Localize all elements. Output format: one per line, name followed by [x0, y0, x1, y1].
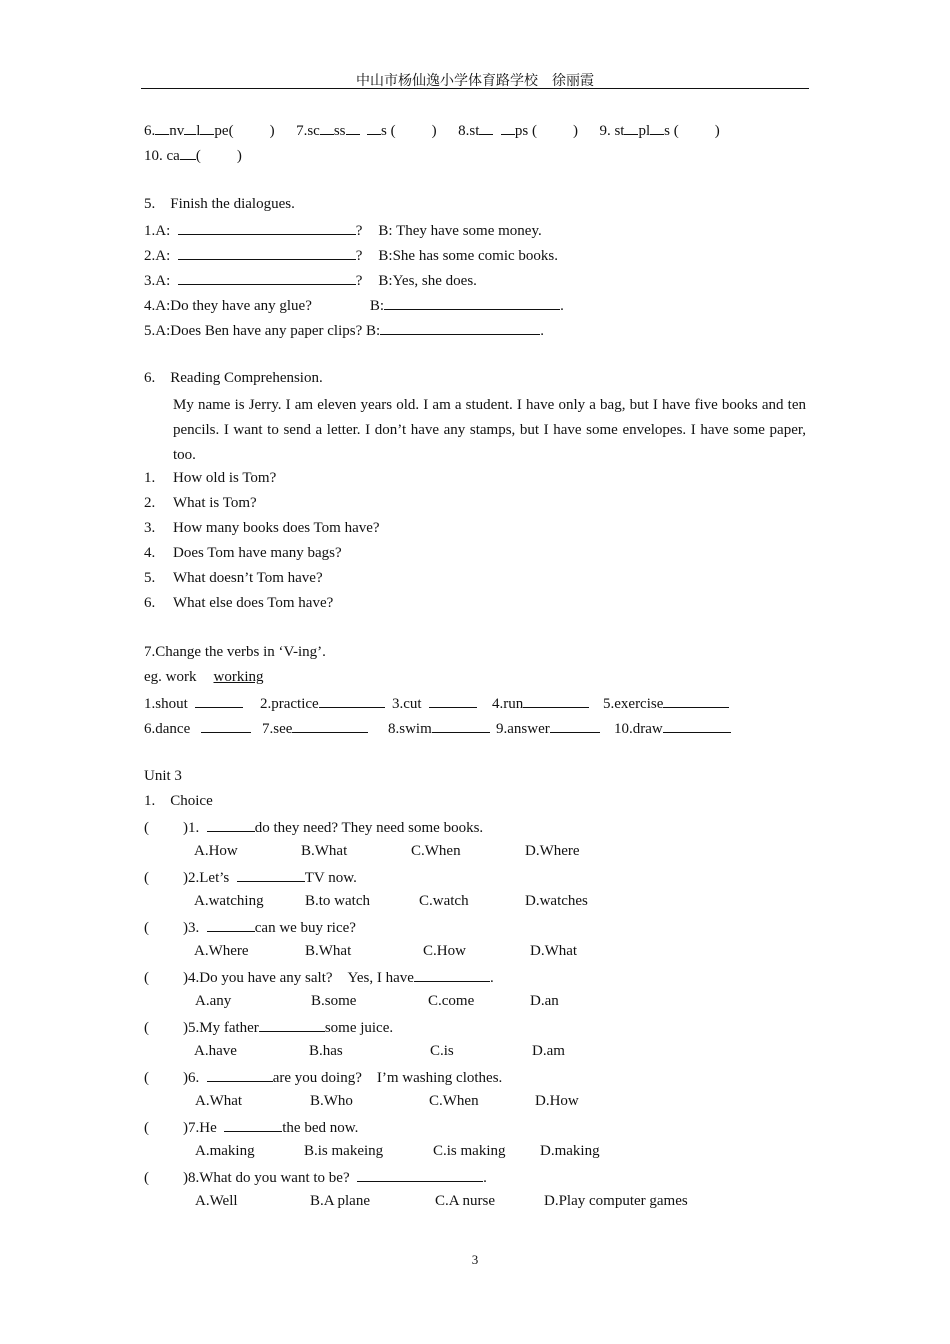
verb-draw: 10.draw: [614, 718, 731, 738]
blank[interactable]: [180, 145, 196, 160]
answer-blank[interactable]: [663, 718, 731, 733]
answer-blank[interactable]: [201, 718, 251, 733]
choice-question-6: ( )6. are you doing? I’m washing clothes.: [144, 1067, 502, 1087]
choice-question-7: ( )7.He the bed now.: [144, 1117, 358, 1137]
answer-blank[interactable]: [663, 693, 729, 708]
option-c[interactable]: C.How: [423, 943, 466, 959]
option-d[interactable]: D.am: [532, 1043, 565, 1059]
dialogue-2: 2.A: ? B:She has some comic books.: [144, 245, 558, 265]
answer-blank[interactable]: [224, 1117, 282, 1132]
option-a[interactable]: A.any: [195, 993, 232, 1009]
option-a[interactable]: A.How: [194, 843, 238, 859]
option-d[interactable]: D.making: [540, 1143, 600, 1159]
choice-question-1: ( )1. do they need? They need some books.: [144, 817, 483, 837]
reading-passage: My name is Jerry. I am eleven years old. I am a student. I have only a bag, but I have five books and ten pencils. I want to send a letter. I don’t have any stamps, but I have some envelopes. I have some paper, too.: [173, 397, 806, 463]
blank[interactable]: [367, 120, 381, 135]
verb-shout: 1.shout: [144, 693, 243, 713]
answer-blank[interactable]: [384, 295, 560, 310]
blank[interactable]: [624, 120, 638, 135]
option-d[interactable]: D.Where: [525, 843, 580, 859]
option-b[interactable]: B.What: [305, 943, 352, 959]
answer-blank[interactable]: [178, 270, 356, 285]
verbs-example: eg. work working: [144, 669, 264, 685]
verb-practice: 2.practice: [260, 693, 385, 713]
choice-question-8: ( )8.What do you want to be? .: [144, 1167, 487, 1187]
answer-blank[interactable]: [178, 245, 356, 260]
verb-run: 4.run: [492, 693, 589, 713]
reading-question-1: 1. How old is Tom?: [144, 470, 277, 486]
answer-blank[interactable]: [292, 718, 368, 733]
blank[interactable]: [155, 120, 169, 135]
answer-blank[interactable]: [178, 220, 356, 235]
answer-blank[interactable]: [207, 817, 255, 832]
option-a[interactable]: A.watching: [194, 893, 264, 909]
dialogue-4: 4.A:Do they have any glue? B: .: [144, 295, 564, 315]
option-d[interactable]: D.How: [535, 1093, 579, 1109]
option-c[interactable]: C.is making: [433, 1143, 506, 1159]
answer-blank[interactable]: [523, 693, 589, 708]
option-b[interactable]: B.Who: [310, 1093, 353, 1109]
option-c[interactable]: C.When: [411, 843, 461, 859]
option-b[interactable]: B.A plane: [310, 1193, 370, 1209]
blank[interactable]: [346, 120, 360, 135]
verb-swim: 8.swim: [388, 718, 490, 738]
choice-question-3: ( )3. can we buy rice?: [144, 917, 356, 937]
answer-blank[interactable]: [319, 693, 385, 708]
blank[interactable]: [501, 120, 515, 135]
option-b[interactable]: B.some: [311, 993, 357, 1009]
reading-question-5: 5. What doesn’t Tom have?: [144, 570, 323, 586]
dialogues-title: 5. Finish the dialogues.: [144, 196, 295, 212]
option-a[interactable]: A.What: [195, 1093, 243, 1109]
answer-blank[interactable]: [207, 917, 255, 932]
option-c[interactable]: C.When: [429, 1093, 479, 1109]
option-a[interactable]: A.Where: [194, 943, 249, 959]
option-a[interactable]: A.have: [194, 1043, 237, 1059]
spelling-6: 6. nv l pe( ): [144, 123, 275, 139]
unit-title: Unit 3: [144, 768, 182, 784]
dialogue-3: 3.A: ? B:Yes, she does.: [144, 270, 477, 290]
answer-blank[interactable]: [429, 693, 477, 708]
verb-answer: 9.answer: [496, 718, 600, 738]
verb-dance: 6.dance: [144, 718, 251, 738]
verb-see: 7.see: [262, 718, 368, 738]
reading-question-3: 3. How many books does Tom have?: [144, 520, 380, 536]
spelling-row-1: [144, 120, 720, 140]
spelling-9: 9. st pl s ( ): [599, 123, 719, 139]
option-b[interactable]: B.to watch: [305, 893, 370, 909]
reading-title: 6. Reading Comprehension.: [144, 370, 323, 386]
option-a[interactable]: A.Well: [195, 1193, 238, 1209]
page-number: 3: [471, 1252, 479, 1267]
verbs-title: 7.Change the verbs in ‘V-ing’.: [144, 644, 326, 660]
option-c[interactable]: C.come: [428, 993, 475, 1009]
blank[interactable]: [479, 120, 493, 135]
choice-question-2: ( )2.Let’s TV now.: [144, 867, 357, 887]
answer-blank[interactable]: [414, 967, 490, 982]
option-d[interactable]: D.Play computer games: [544, 1193, 688, 1209]
answer-blank[interactable]: [550, 718, 600, 733]
answer-blank[interactable]: [357, 1167, 483, 1182]
option-c[interactable]: C.is: [430, 1043, 454, 1059]
blank[interactable]: [650, 120, 664, 135]
verb-cut: 3.cut: [392, 693, 477, 713]
option-c[interactable]: C.A nurse: [435, 1193, 495, 1209]
option-b[interactable]: B.has: [309, 1043, 343, 1059]
option-d[interactable]: D.an: [530, 993, 559, 1009]
choice-question-5: ( )5.My father some juice.: [144, 1017, 393, 1037]
option-c[interactable]: C.watch: [419, 893, 469, 909]
answer-blank[interactable]: [432, 718, 490, 733]
spelling-8: 8.st ps ( ): [458, 123, 578, 139]
reading-question-6: 6. What else does Tom have?: [144, 595, 334, 611]
choice-title: 1. Choice: [144, 793, 213, 809]
dialogue-5: 5.A:Does Ben have any paper clips? B: .: [144, 320, 544, 340]
choice-question-4: ( )4.Do you have any salt? Yes, I have .: [144, 967, 494, 987]
option-b[interactable]: B.What: [301, 843, 348, 859]
answer-blank[interactable]: [259, 1017, 325, 1032]
answer-blank[interactable]: [195, 693, 243, 708]
dialogue-1: 1.A: ? B: They have some money.: [144, 220, 542, 240]
example-answer: working: [213, 669, 264, 685]
spelling-7: 7.sc ss s ( ): [296, 123, 437, 139]
answer-blank[interactable]: [207, 1067, 273, 1082]
option-d[interactable]: D.watches: [525, 893, 588, 909]
answer-blank[interactable]: [380, 320, 540, 335]
blank[interactable]: [200, 120, 214, 135]
verb-exercise: 5.exercise: [603, 693, 729, 713]
spelling-10: 10. ca ( ): [144, 145, 242, 165]
blank[interactable]: [184, 120, 196, 135]
option-d[interactable]: D.What: [530, 943, 578, 959]
header-rule: [141, 88, 809, 89]
option-a[interactable]: A.making: [195, 1143, 255, 1159]
answer-blank[interactable]: [237, 867, 305, 882]
blank[interactable]: [320, 120, 334, 135]
option-b[interactable]: B.is makeing: [304, 1143, 384, 1159]
reading-question-4: 4. Does Tom have many bags?: [144, 545, 342, 561]
page-header: 中山市杨仙逸小学体育路学校 徐丽霞: [356, 74, 594, 89]
reading-question-2: 2. What is Tom?: [144, 495, 257, 511]
